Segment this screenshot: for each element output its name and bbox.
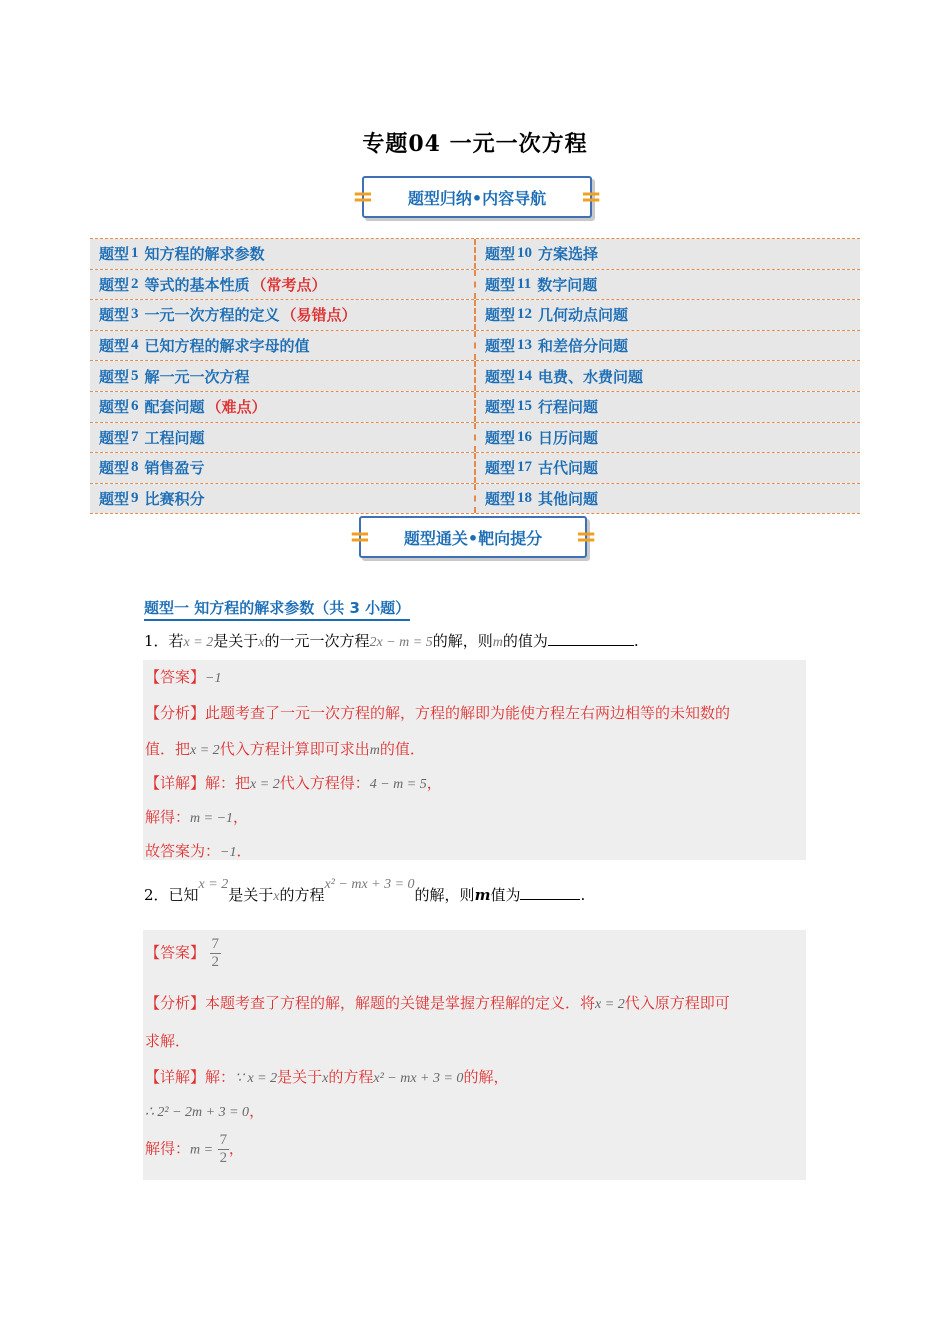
toc-item-name: 日历问题: [538, 428, 599, 447]
toc-item-label: 题型: [485, 245, 516, 264]
toc-item[interactable]: [90, 392, 474, 422]
q2-end: .: [580, 886, 586, 904]
toc-item-label: 题型: [485, 428, 516, 447]
toc-item-label: 题型: [99, 398, 130, 417]
toc-item[interactable]: [90, 453, 474, 483]
detail-math: 4 − m = 5: [369, 777, 427, 792]
toc-item-name: 一元一次方程的定义: [144, 306, 280, 325]
toc-item-label: 题型: [485, 459, 516, 478]
q1-math: 2x − m = 5: [369, 635, 433, 650]
toc-item-name: 工程问题: [144, 428, 205, 447]
detail-text: 是关于: [277, 1068, 323, 1086]
q2-var: m: [474, 886, 491, 904]
q2-text: 的解，则: [414, 886, 475, 904]
analysis-line: [145, 992, 730, 1013]
q2-num: 2．已知: [144, 886, 199, 904]
toc-item-name: 方案选择: [538, 245, 599, 264]
detail-text: 的解，: [463, 1068, 509, 1086]
toc-item-num: 4: [131, 337, 139, 354]
analysis-math: x = 2: [190, 743, 220, 758]
toc-item-name: 知方程的解求参数: [144, 245, 265, 264]
toc-item-num: 16: [517, 428, 533, 445]
final-end: ．: [236, 842, 252, 860]
analysis-text: 值．把: [145, 740, 191, 758]
toc-item-label: 题型: [99, 428, 130, 447]
q1-text: 的一元一次方程: [264, 632, 370, 650]
toc-item-name: 电费、水费问题: [538, 367, 644, 386]
analysis-math: m: [369, 743, 380, 758]
toc-item[interactable]: [90, 361, 474, 391]
detail-text: 解：: [205, 1068, 236, 1086]
detail-line: [145, 772, 442, 793]
q1-text: 的解，则: [432, 632, 493, 650]
implies-line: [145, 1100, 264, 1121]
detail-line: [145, 1066, 508, 1087]
solve-line: [145, 806, 248, 827]
detail-label: 【详解】: [145, 1068, 206, 1086]
answer-line: [145, 666, 221, 687]
analysis-label: 【分析】: [145, 994, 206, 1012]
toc-item-name: 数字问题: [537, 275, 598, 294]
toc-item-label: 题型: [99, 459, 130, 478]
frac-num: 7: [219, 1132, 228, 1148]
toc-item-num: 8: [131, 459, 139, 476]
toc-item-name: 行程问题: [538, 398, 599, 417]
banner-practice-text: 题型通关•靶向提分: [403, 528, 543, 548]
q2-text: 是关于: [228, 886, 274, 904]
solve-label: 解得：: [145, 1139, 191, 1158]
q2-text: 的方程: [279, 886, 325, 904]
detail-math: x = 2: [250, 777, 280, 792]
detail-math: x² − mx + 3 = 0: [373, 1071, 464, 1086]
banner-navigation-text: 题型归纳•内容导航: [407, 188, 547, 208]
toc-item-tag: （易错点）: [281, 306, 357, 325]
toc-item-tag: （常考点）: [251, 275, 327, 294]
q2-text: 值为: [490, 886, 521, 904]
q1-math: m: [492, 635, 503, 650]
toc-item-num: 18: [517, 490, 533, 507]
toc-item-name: 配套问题: [144, 398, 205, 417]
answer-box-1: [143, 660, 806, 860]
toc-item-label: 题型: [99, 490, 130, 509]
toc-item-num: 10: [517, 245, 533, 262]
q1-text: 是关于: [213, 632, 259, 650]
toc-item-num: 13: [517, 337, 533, 354]
toc-item-label: 题型: [485, 337, 516, 356]
equals-deco-icon: =: [352, 182, 374, 212]
solve-math: m =: [190, 1142, 214, 1158]
toc-item[interactable]: [474, 361, 860, 391]
toc-item[interactable]: [474, 423, 860, 453]
toc-item-label: 题型: [99, 337, 130, 356]
final-line: [145, 840, 251, 861]
toc-item-name: 其他问题: [538, 490, 599, 509]
answer-label: 【答案】: [145, 943, 206, 962]
implies-end: ，: [249, 1102, 265, 1120]
toc-row: [90, 361, 860, 392]
toc-item-label: 题型: [485, 490, 516, 509]
toc-row: [90, 239, 860, 270]
solve-fraction: [218, 1132, 229, 1167]
toc-item[interactable]: [474, 453, 860, 483]
detail-math: x: [322, 1071, 329, 1086]
toc-row: [90, 484, 860, 514]
analysis-line-2: [145, 1030, 190, 1051]
analysis-line-2: [145, 738, 425, 759]
toc-item-name: 和差倍分问题: [538, 337, 629, 356]
toc-item-num: 15: [517, 398, 533, 415]
toc-item[interactable]: [474, 270, 860, 300]
frac-num: 7: [211, 936, 220, 952]
final-math: −1: [220, 845, 237, 860]
toc-item-label: 题型: [99, 275, 130, 294]
toc-item[interactable]: [90, 423, 474, 453]
toc-row: [90, 453, 860, 484]
toc-item-num: 1: [131, 245, 139, 262]
toc-item-label: 题型: [485, 398, 516, 417]
detail-text: 的方程: [328, 1068, 374, 1086]
toc-item-name: 解一元一次方程: [144, 367, 250, 386]
toc-item-name: 销售盈亏: [144, 459, 205, 478]
toc-item-label: 题型: [99, 306, 130, 325]
frac-den: 2: [211, 954, 220, 970]
toc-item-name: 比赛积分: [144, 490, 205, 509]
detail-text: 代入方程得：: [279, 774, 370, 792]
equals-deco-icon: =: [575, 522, 597, 552]
analysis-math: x = 2: [595, 997, 625, 1012]
section-heading: 题型一 知方程的解求参数（共 3 小题）: [144, 597, 410, 621]
toc-item[interactable]: [474, 300, 860, 330]
analysis-line: [145, 702, 730, 723]
toc-item-num: 3: [131, 306, 139, 323]
toc-row: [90, 423, 860, 454]
solve-label: 解得：: [145, 808, 191, 826]
answer-blank[interactable]: [520, 885, 580, 900]
toc-item[interactable]: [90, 239, 474, 269]
toc-item-label: 题型: [485, 367, 516, 386]
toc-item[interactable]: [474, 392, 860, 422]
analysis-label: 【分析】: [145, 704, 206, 722]
analysis-text: 本题考查了方程的解，解题的关键是掌握方程解的定义．将: [205, 994, 596, 1012]
solve-end: ，: [228, 1139, 244, 1158]
toc-item-name: 几何动点问题: [538, 306, 629, 325]
frac-den: 2: [219, 1150, 228, 1166]
analysis-text: 代入方程计算即可求出: [219, 740, 370, 758]
analysis-text: 求解．: [145, 1032, 191, 1050]
solve-line: [145, 1132, 244, 1167]
toc-item-num: 2: [131, 275, 139, 292]
answer-line: [145, 936, 221, 971]
q2-math: x² − mx + 3 = 0: [324, 877, 415, 892]
q1-end: .: [633, 632, 639, 650]
toc-item-num: 14: [517, 367, 533, 384]
toc-table: [90, 238, 860, 514]
equals-deco-icon: =: [580, 182, 602, 212]
toc-item-num: 17: [517, 459, 533, 476]
answer-value: −1: [205, 671, 222, 686]
answer-blank[interactable]: [548, 631, 634, 646]
detail-text: ，: [426, 774, 442, 792]
final-label: 故答案为：: [145, 842, 221, 860]
solve-math: m = −1: [190, 811, 234, 826]
toc-item-name: 等式的基本性质: [144, 275, 250, 294]
toc-item[interactable]: [474, 331, 860, 361]
toc-item-name: 已知方程的解求字母的值: [144, 337, 310, 356]
banner-practice: [349, 516, 597, 558]
toc-item[interactable]: [90, 300, 474, 330]
toc-item[interactable]: [474, 484, 860, 514]
toc-item-label: 题型: [99, 367, 130, 386]
toc-item-num: 11: [517, 275, 532, 292]
q2-math: x = 2: [198, 877, 229, 892]
banner-navigation: [352, 176, 602, 218]
answer-box-2: [143, 930, 806, 1180]
toc-row: [90, 331, 860, 362]
question-1: [144, 630, 639, 651]
answer-fraction: [210, 936, 221, 971]
analysis-text: 此题考查了一元一次方程的解，方程的解即为能使方程左右两边相等的未知数的: [205, 704, 731, 722]
toc-item-num: 12: [517, 306, 533, 323]
toc-item-label: 题型: [485, 275, 516, 294]
answer-label: 【答案】: [145, 668, 206, 686]
toc-item-label: 题型: [99, 245, 130, 264]
toc-row: [90, 300, 860, 331]
toc-item[interactable]: [90, 484, 474, 514]
toc-item-label: 题型: [485, 306, 516, 325]
detail-label: 【详解】: [145, 774, 206, 792]
toc-item-num: 6: [131, 398, 139, 415]
toc-item[interactable]: [474, 239, 860, 269]
toc-item-name: 古代问题: [538, 459, 599, 478]
q1-math: x: [258, 635, 265, 650]
detail-text: 解：把: [205, 774, 251, 792]
toc-item-num: 9: [131, 490, 139, 507]
q1-math: x = 2: [183, 635, 214, 650]
q1-text: 的值为: [502, 632, 548, 650]
q1-num: 1．若: [144, 632, 184, 650]
analysis-text: 的值．: [379, 740, 425, 758]
analysis-text: 代入原方程即可: [624, 994, 730, 1012]
toc-item-num: 5: [131, 367, 139, 384]
toc-item[interactable]: [90, 270, 474, 300]
toc-row: [90, 270, 860, 301]
solve-end: ，: [233, 808, 249, 826]
toc-item-num: 7: [131, 428, 139, 445]
detail-math: ∵ x = 2: [235, 1071, 278, 1086]
toc-row: [90, 392, 860, 423]
page-title: 专题04 一元一次方程: [362, 131, 588, 157]
question-2: [144, 877, 586, 905]
q2-math: x: [273, 889, 280, 904]
implies-math: ∴ 2² − 2m + 3 = 0: [145, 1105, 250, 1120]
equals-deco-icon: =: [349, 522, 371, 552]
toc-item[interactable]: [90, 331, 474, 361]
toc-item-tag: （难点）: [206, 398, 267, 417]
